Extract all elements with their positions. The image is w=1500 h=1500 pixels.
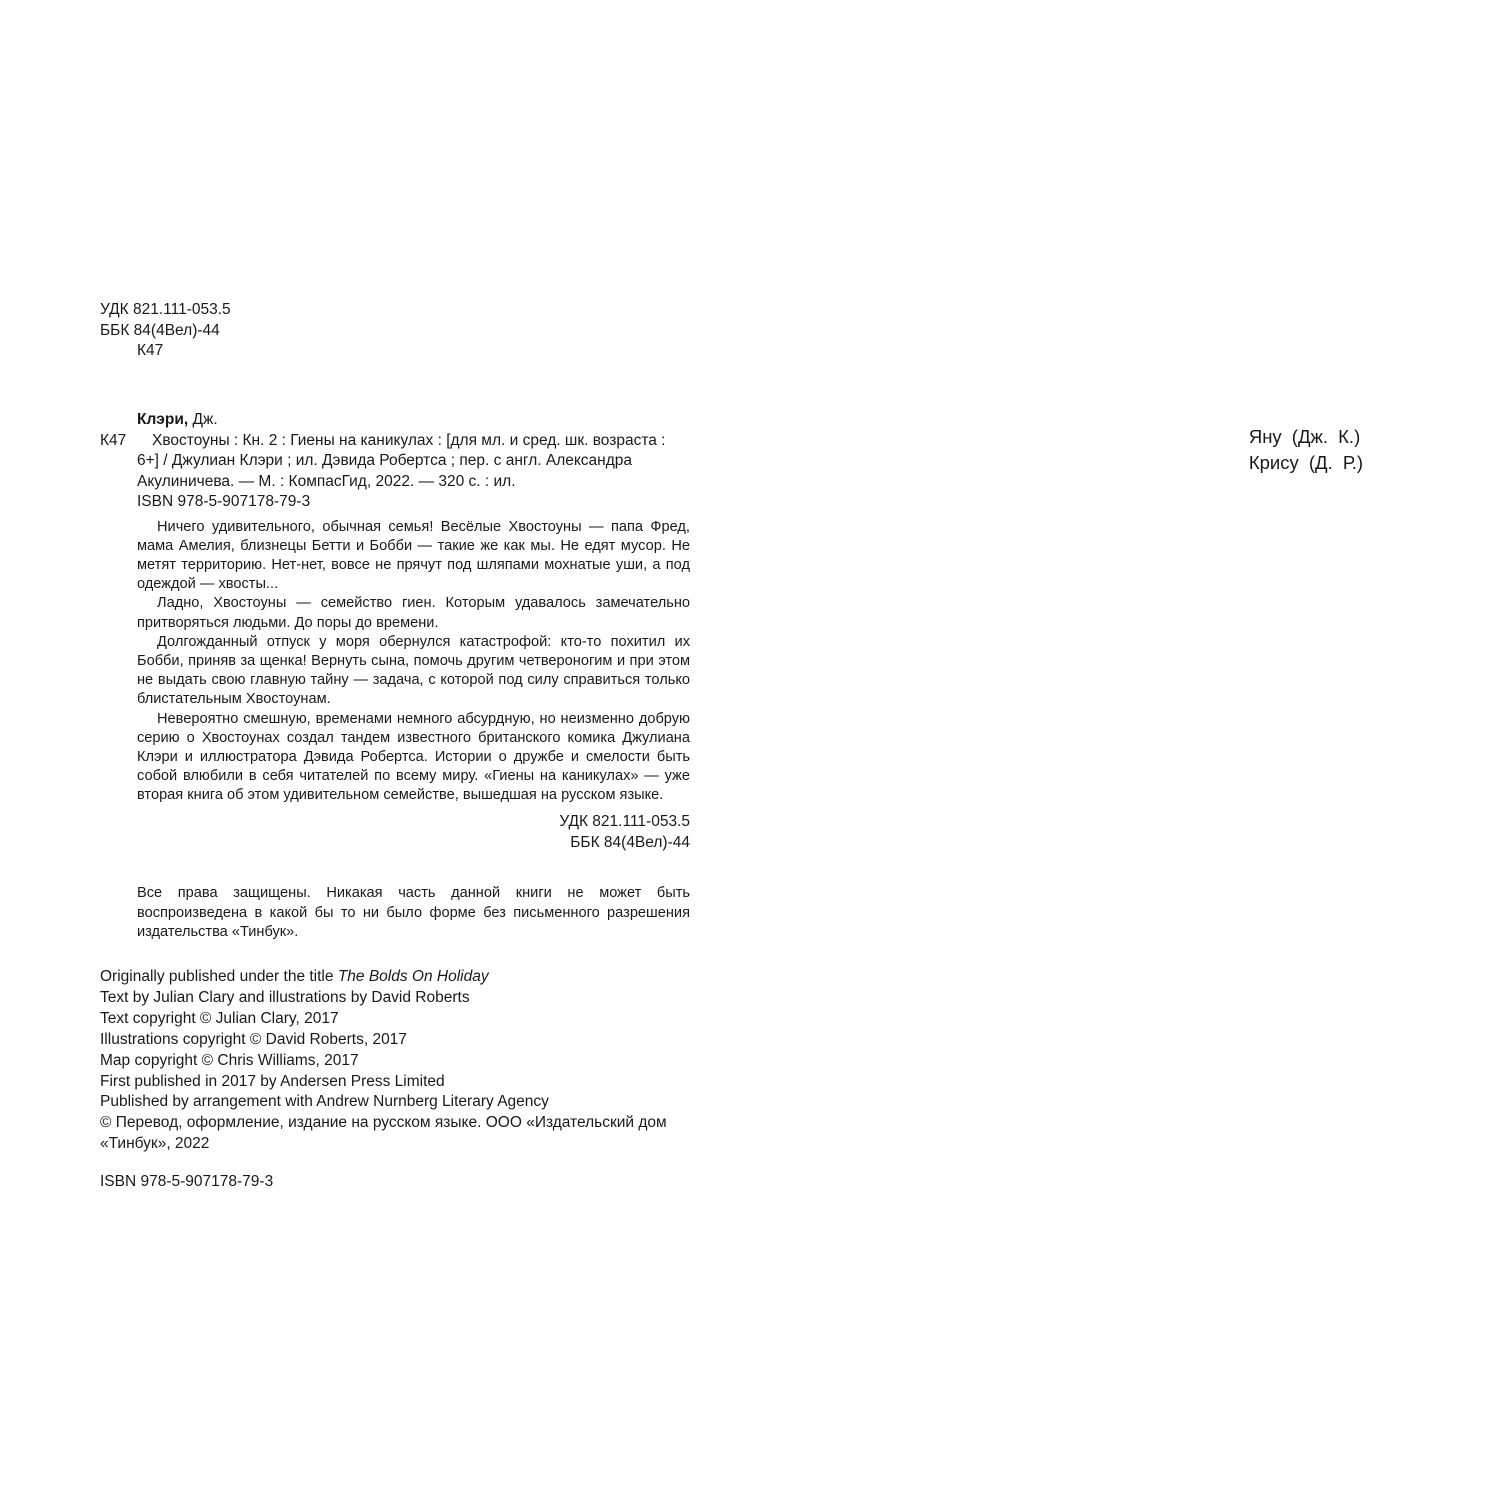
author-surname: Клэри, [137, 411, 189, 428]
catalog-card [100, 410, 690, 853]
copyright-line: Published by arrangement with Andrew Nurnberg Literary Agency [100, 1093, 549, 1111]
annotation-bbk: ББК 84(4Вел)-44 [570, 833, 690, 851]
catalog-entry [100, 431, 690, 493]
copyright-block [100, 967, 700, 1155]
catalog-code: К47 [100, 431, 127, 449]
catalog-isbn: ISBN 978-5-907178-79-3 [137, 493, 311, 510]
copyright-line: Text copyright © Julian Clary, 2017 [100, 1009, 339, 1027]
catalog-entry-rest: 6+] / Джулиан Клэри ; ил. Дэвида Робертса ; пер. с англ. Александра Акулиничева. — М. : КомпасГид, 2022. — 320 с. : ил. [137, 452, 633, 490]
dedication-line: Яну (Дж. К.) [1248, 426, 1361, 447]
original-title: The Bolds On Holiday [337, 968, 489, 985]
author-initials: Дж. [188, 411, 218, 428]
copyright-line: First published in 2017 by Andersen Press Limited [100, 1072, 445, 1090]
copyright-line: © Перевод, оформление, издание на русском языке. ООО «Издательский дом «Тинбук», 2022 [100, 1114, 667, 1153]
original-title-line [100, 967, 700, 988]
catalog-author [100, 410, 690, 431]
original-title-prefix: Originally published under the title [100, 968, 338, 985]
isbn-bottom: ISBN 978-5-907178-79-3 [100, 1173, 274, 1190]
author-mark: К47 [137, 342, 164, 359]
udk-code: УДК 821.111-053.5 [100, 301, 231, 318]
annotation-paragraph: Ничего удивительного, обычная семья! Весёлые Хвостоуны — папа Фред, мама Амелия, близнецы Бетти и Бобби — такие же как мы. Не едят мусор. Не метят территорию. Нет-нет, вовсе не прячут под шляпами мохнатые уши, а под одеждой — хвосты... [137, 518, 690, 593]
catalog-entry-first-line: Хвостоуны : Кн. 2 : Гиены на каникулах : [для мл. и сред. шк. возраста : [152, 431, 666, 449]
copyright-line: Map copyright © Chris Williams, 2017 [100, 1051, 359, 1069]
bbk-code: ББК 84(4Вел)-44 [100, 321, 220, 339]
annotation-paragraph: Долгожданный отпуск у моря обернулся катастрофой: кто-то похитил их Бобби, приняв за щенка! Вернуть сына, помочь другим четвероногим и при этом не выдать свою главную тайну — задача, с которой под силу справиться только блистательным Хвостоунам. [137, 633, 690, 708]
annotation-classification [100, 811, 690, 853]
dedication-line: Крису (Д. Р.) [1248, 452, 1363, 473]
annotation [100, 518, 690, 806]
copyright-line: Illustrations copyright © David Roberts, 2017 [100, 1030, 407, 1048]
dedication [1249, 424, 1363, 476]
rights-notice: Все права защищены. Никакая часть данной книги не может быть воспроизведена в какой бы то ни было форме без письменного разрешения издательства «Тинбук». [137, 885, 690, 941]
annotation-paragraph: Невероятно смешную, временами немного абсурдную, но неизменно добрую серию о Хвостоунах создал тандем известного британского комика Джулиана Клэри и иллюстратора Дэвида Робертса. Истории о дружбе и смелости быть собой влюбили в себя читателей по всему миру. «Гиены на каникулах» — уже вторая книга об этом удивительном семействе, вышедшая на русском языке. [137, 710, 690, 804]
classification-block [100, 300, 231, 362]
annotation-paragraph: Ладно, Хвостоуны — семейство гиен. Которым удавалось замечательно притворяться людьми. До поры до времени. [137, 595, 690, 631]
copyright-line: Text by Julian Clary and illustrations by David Roberts [100, 988, 470, 1006]
annotation-udk: УДК 821.111-053.5 [559, 812, 690, 830]
